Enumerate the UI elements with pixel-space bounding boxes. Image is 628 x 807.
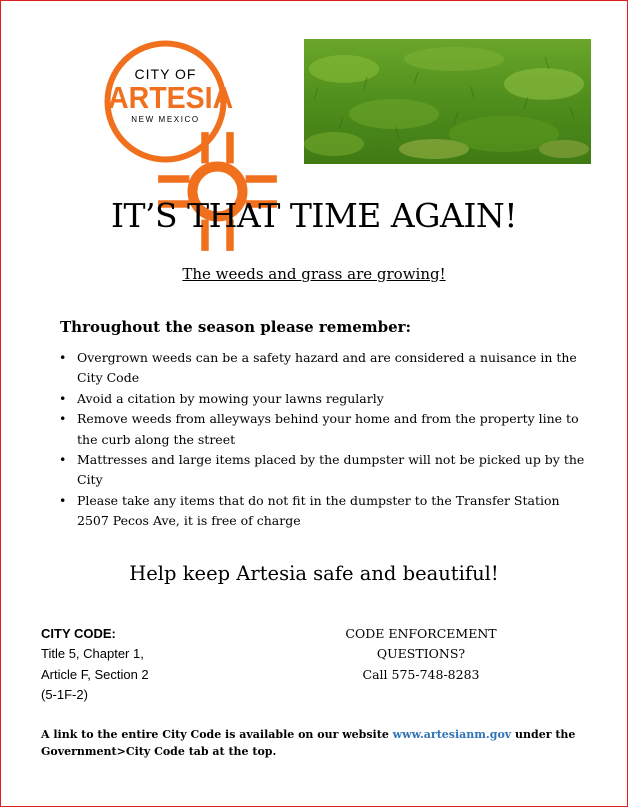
subheadline-text: The weeds and grass are growing!: [182, 265, 446, 283]
remember-heading: Throughout the season please remember:: [60, 318, 412, 336]
city-code-title: CITY CODE:: [41, 626, 116, 641]
footer-text: A link to the entire City Code is available on our website: [41, 728, 393, 741]
list-item: • Remove weeds from alleyways behind your home and from the property line to the curb along the street: [58, 409, 588, 450]
subheadline: [0, 265, 628, 283]
list-item: • Overgrown weeds can be a safety hazard and are considered a nuisance in the City Code: [58, 348, 588, 389]
tagline: Help keep Artesia safe and beautiful!: [129, 562, 499, 585]
footer-text: under the Government>City Code tab at the top.: [41, 728, 576, 758]
list-item: • Avoid a citation by mowing your lawns regularly: [58, 389, 588, 409]
reminder-list: [58, 348, 588, 532]
city-code-line: Title 5, Chapter 1,: [41, 646, 144, 662]
city-code-block: [41, 624, 149, 706]
city-of-artesia-logo: [103, 39, 234, 164]
website-link[interactable]: www.artesianm.gov: [392, 728, 512, 741]
city-code-line: Article F, Section 2: [41, 666, 149, 682]
code-enforcement-phone[interactable]: Call 575-748-8283: [362, 666, 480, 682]
logo-artesia-text: ARTESIA: [108, 80, 234, 115]
list-item: • Mattresses and large items placed by the dumpster will not be picked up by the City: [58, 450, 588, 491]
code-enforcement-questions: QUESTIONS?: [376, 646, 466, 662]
zia-sun-icon: [155, 129, 280, 254]
logo-city-of-text: CITY OF: [134, 66, 197, 82]
grass-photo: [304, 39, 591, 164]
code-enforcement-title: CODE ENFORCEMENT: [345, 626, 497, 641]
logo-new-mexico-text: NEW MEXICO: [131, 115, 200, 124]
city-code-line: (5-1F-2): [41, 687, 88, 703]
code-enforcement-block: [316, 624, 526, 685]
footer-note: [41, 726, 586, 760]
headline: IT’S THAT TIME AGAIN!: [110, 196, 518, 235]
list-item: • Please take any items that do not fit in the dumpster to the Transfer Station 2507 Pecos Ave, it is free of charge: [58, 491, 588, 532]
